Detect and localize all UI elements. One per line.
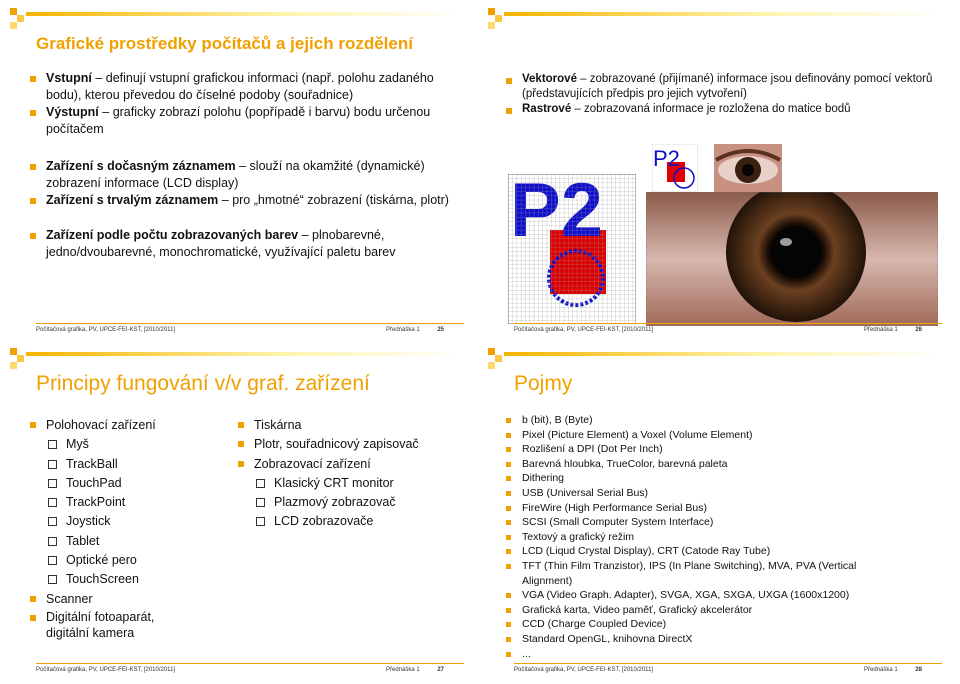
list-item: TouchPad [30,474,220,493]
list-item: Polohovací zařízení [30,416,220,435]
list-item: Zařízení podle počtu zobrazovaných barev – plnobarevné, jedno/dvoubarevné, monochromatické, využívající paletu barev [30,227,450,261]
list-item: VGA (Video Graph. Adapter), SVGA, XGA, SXGA, UXGA (1600x1200) [506,588,906,603]
slide-title: Principy fungování v/v graf. zařízení [36,372,370,395]
list-item: LCD zobrazovače [238,512,468,531]
bullet-list-input [30,416,220,641]
slide-28 [484,344,954,680]
slide-footer: Počítačová grafika, PV, UPCE-FEI-KST, [2010/2011] Přednáška 1 28 [514,663,942,676]
list-item: Zařízení s trvalým záznamem – pro „hmotné“ zobrazení (tiskárna, plotr) [30,192,450,209]
slide-decoration [484,4,954,30]
list-item: CCD (Charge Coupled Device) [506,617,906,632]
list-item: Rozlišení a DPI (Dot Per Inch) [506,442,906,457]
list-item: SCSI (Small Computer System Interface) [506,515,906,530]
list-item: Barevná hloubka, TrueColor, barevná paleta [506,457,906,472]
list-item: LCD (Liqud Crystal Display), CRT (Catode Ray Tube) [506,544,906,559]
list-item: Joystick [30,512,220,531]
list-item: Klasický CRT monitor [238,474,468,493]
list-item: Plotr, souřadnicový zapisovač [238,435,468,454]
slide-decoration [484,344,954,370]
list-item: Vstupní – definují vstupní grafickou informaci (např. polohu zadaného bodu), kterou převedou do číselné podoby (souřadnice) [30,70,450,104]
list-item: TouchScreen [30,570,220,589]
list-item: TrackPoint [30,493,220,512]
slide-title: Grafické prostředky počítačů a jejich rozdělení [36,34,413,53]
list-item: Zařízení s dočasným záznamem – slouží na okamžité (dynamické) zobrazení informace (LCD display) [30,158,450,192]
list-item: Myš [30,435,220,454]
slide-title: Pojmy [514,372,573,395]
slide-decoration [6,4,476,30]
slide-footer: Počítačová grafika, PV, UPCE-FEI-KST, [2010/2011] Přednáška 1 25 [36,323,464,336]
list-item: TFT (Thin Film Tranzistor), IPS (In Plane Switching), MVA, PVA (Vertical Alignment) [506,559,906,588]
list-item: TrackBall [30,455,220,474]
list-item: Vektorové – zobrazované (přijímané) informace jsou definovány pomocí vektorů (představujících předpis pro jejich vytvoření) [506,72,936,102]
list-item: Tiskárna [238,416,468,435]
list-item: USB (Universal Serial Bus) [506,486,906,501]
eye-photo-large [646,192,938,326]
raster-grid-image [508,174,636,324]
list-item: Textový a grafický režim [506,530,906,545]
list-item: ... [506,647,906,662]
eye-photo-small [714,144,782,192]
slide-27 [6,344,476,680]
slide-footer: Počítačová grafika, PV, UPCE-FEI-KST, [2010/2011] Přednáška 1 27 [36,663,464,676]
list-item: Rastrové – zobrazovaná informace je rozložena do matice bodů [506,102,936,117]
list-item: Digitální fotoaparát, digitální kamera [30,609,196,641]
list-item: Optické pero [30,551,220,570]
list-item: Standard OpenGL, knihovna DirectX [506,632,906,647]
svg-text:P2: P2 [653,146,680,171]
slide-decoration [6,344,476,370]
list-item: Pixel (Picture Element) a Voxel (Volume Element) [506,428,906,443]
bullet-list-output [238,416,468,532]
slide-26 [484,4,954,340]
list-item: Dithering [506,471,906,486]
slide-25 [6,4,476,340]
vector-p2-image [652,144,698,192]
slide-footer: Počítačová grafika, PV, UPCE-FEI-KST, [2010/2011] Přednáška 1 26 [514,323,942,336]
list-item: b (bit), B (Byte) [506,413,906,428]
list-item: Zobrazovací zařízení [238,455,468,474]
list-item: Scanner [30,590,220,609]
bullet-list [30,70,450,261]
list-item: Výstupní – graficky zobrazí polohu (popřípadě i barvu) bodu určenou počítačem [30,104,450,138]
bullet-list [506,413,906,661]
list-item: Grafická karta, Video paměť, Grafický akcelerátor [506,603,906,618]
bullet-list [506,72,936,117]
list-item: Plazmový zobrazovač [238,493,468,512]
list-item: Tablet [30,532,220,551]
list-item: FireWire (High Performance Serial Bus) [506,501,906,516]
